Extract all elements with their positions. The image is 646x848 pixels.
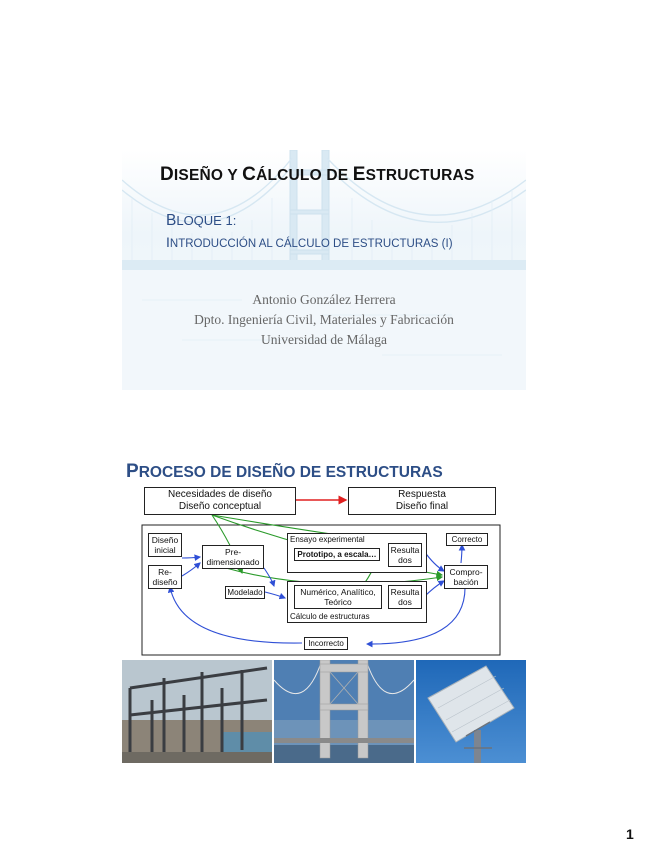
steel-frame-photo <box>122 660 272 763</box>
slide-title: PROCESO DE DISEÑO DE ESTRUCTURAS <box>126 461 443 482</box>
redesign-box: Re-diseño <box>148 565 182 589</box>
page-number: 1 <box>626 826 634 842</box>
results-bottom-box: Resulta dos <box>388 585 422 609</box>
results-top-box: Resulta dos <box>388 543 422 567</box>
answer-box: Respuesta Diseño final <box>348 487 496 515</box>
block-subtitle: INTRODUCCIÓN AL CÁLCULO DE ESTRUCTURAS (I) <box>166 234 453 250</box>
initial-design-box: Diseño inicial <box>148 533 182 557</box>
numeric-box: Numérico, Analítico, Teórico <box>294 585 382 609</box>
title-slide <box>122 150 526 390</box>
predimension-box: Pre-dimensionado <box>202 545 264 569</box>
incorrect-box: Incorrecto <box>304 637 348 650</box>
check-box: Compro-bación <box>444 565 488 589</box>
correct-box: Correcto <box>446 533 488 546</box>
bridge-tower-photo <box>274 660 414 763</box>
experimental-label: Ensayo experimental <box>290 535 365 544</box>
photo-strip <box>122 660 526 763</box>
billboard-photo <box>416 660 526 763</box>
structural-calc-label: Cálculo de estructuras <box>290 612 370 621</box>
university: Universidad de Málaga <box>261 332 387 347</box>
design-process-diagram <box>122 485 526 661</box>
process-slide <box>122 457 526 763</box>
modeling-box: Modelado <box>225 586 265 599</box>
slide-title: DISEÑO Y CÁLCULO DE ESTRUCTURAS <box>160 164 475 185</box>
department: Dpto. Ingeniería Civil, Materiales y Fabricación <box>194 312 454 327</box>
bridge-background-image <box>122 150 526 390</box>
author-name: Antonio González Herrera <box>252 292 396 307</box>
block-label: BLOQUE 1: <box>166 212 237 229</box>
needs-box: Necesidades de diseño Diseño conceptual <box>144 487 296 515</box>
prototype-box: Prototipo, a escala… <box>294 548 380 561</box>
